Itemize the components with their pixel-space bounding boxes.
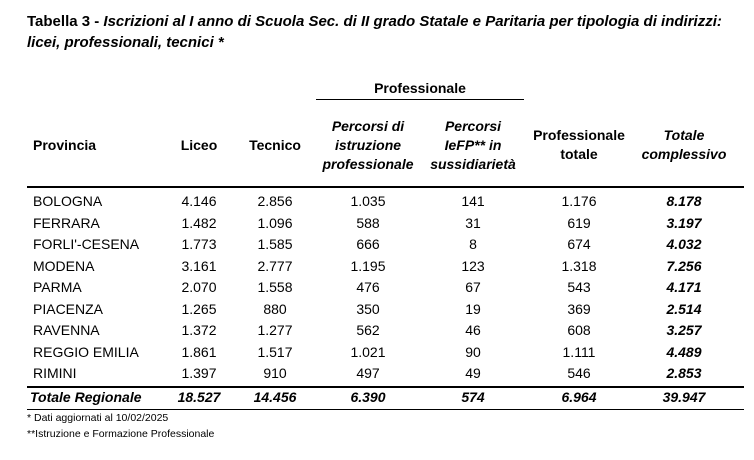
header-percorsi-istruzione-line-1: Percorsi di	[331, 118, 405, 134]
cell-istruzione: 588	[356, 214, 380, 231]
footnote-dati: * Dati aggiornati al 10/02/2025	[27, 412, 169, 424]
cell-iefp: 46	[465, 322, 481, 338]
cell-totale: 7.256	[666, 257, 702, 274]
cell-liceo: 1.773	[181, 236, 217, 252]
table-title	[27, 11, 747, 53]
cell-tecnico: 880	[263, 300, 287, 317]
table-title-label: Tabella 3 -	[27, 13, 104, 30]
cell-prof-totale: 1.176	[561, 193, 597, 209]
cell-istruzione: 497	[356, 365, 380, 381]
total-row	[0, 388, 754, 408]
cell-iefp: 141	[461, 193, 485, 209]
cell-istruzione: 1.195	[350, 257, 386, 274]
cell-prof-totale: 369	[567, 300, 591, 317]
cell-iefp: 90	[465, 343, 481, 360]
header-percorsi-istruzione	[316, 117, 420, 174]
footnote-iefp: **Istruzione e Formazione Professionale	[27, 428, 215, 440]
total-divider-bottom	[27, 409, 744, 410]
cell-prof-totale: 619	[567, 214, 591, 231]
cell-prof-totale: 1.111	[562, 343, 596, 360]
cell-totale: 2.514	[666, 300, 702, 317]
header-provincia: Provincia	[33, 137, 97, 153]
cell-iefp: 8	[469, 236, 477, 252]
cell-liceo: 3.161	[181, 257, 217, 274]
cell-tecnico: 2.777	[257, 257, 293, 274]
total-prof-totale: 6.964	[561, 389, 597, 405]
cell-totale: 2.853	[666, 365, 702, 381]
cell-tecnico: 2.856	[257, 193, 293, 209]
header-divider	[27, 186, 744, 188]
cell-tecnico: 1.585	[257, 236, 293, 252]
cell-iefp: 19	[465, 300, 481, 317]
header-professionale-totale-line-1: Professionale	[533, 127, 625, 143]
header-percorsi-iefp	[422, 117, 524, 174]
total-tecnico: 14.456	[253, 389, 297, 405]
header-percorsi-iefp-line-3: sussidiarietà	[430, 156, 516, 172]
header-percorsi-iefp-line-2: IeFP** in	[444, 137, 502, 153]
total-istruzione: 6.390	[350, 389, 386, 405]
header-percorsi-iefp-line-1: Percorsi	[444, 118, 502, 134]
cell-provincia: PIACENZA	[33, 300, 104, 317]
cell-liceo: 2.070	[181, 279, 217, 295]
total-iefp: 574	[461, 389, 485, 405]
header-professionale-totale-line-2: totale	[560, 146, 598, 162]
cell-provincia: RIMINI	[33, 365, 77, 381]
cell-tecnico: 1.558	[257, 279, 293, 295]
cell-provincia: BOLOGNA	[33, 193, 103, 209]
cell-istruzione: 350	[356, 300, 380, 317]
cell-totale: 4.171	[666, 279, 702, 295]
header-professionale-totale	[526, 126, 632, 164]
cell-provincia: REGGIO EMILIA	[33, 343, 139, 360]
cell-prof-totale: 543	[567, 279, 591, 295]
header-totale-complessivo-line-2: complessivo	[641, 146, 727, 162]
cell-istruzione: 476	[356, 279, 380, 295]
cell-provincia: FERRARA	[33, 214, 100, 231]
table-row	[0, 300, 754, 322]
header-totale-complessivo-line-1: Totale	[663, 127, 705, 143]
total-liceo: 18.527	[177, 389, 221, 405]
cell-liceo: 1.397	[181, 365, 217, 381]
cell-tecnico: 1.517	[257, 343, 293, 360]
cell-iefp: 31	[465, 214, 481, 231]
cell-liceo: 1.482	[181, 214, 217, 231]
cell-prof-totale: 674	[567, 236, 591, 252]
cell-liceo: 1.372	[181, 322, 217, 338]
cell-prof-totale: 608	[567, 322, 591, 338]
header-totale-complessivo	[636, 126, 732, 164]
total-totale: 39.947	[662, 389, 706, 405]
cell-istruzione: 1.021	[350, 343, 386, 360]
table-row	[0, 321, 754, 343]
header-tecnico: Tecnico	[249, 137, 301, 153]
table-row	[0, 257, 754, 279]
cell-provincia: PARMA	[33, 279, 82, 295]
header-percorsi-istruzione-line-3: professionale	[322, 156, 414, 172]
table-row	[0, 192, 754, 214]
table-row	[0, 278, 754, 300]
header-liceo: Liceo	[180, 137, 218, 153]
cell-tecnico: 1.277	[257, 322, 293, 338]
total-provincia: Totale Regionale	[30, 389, 142, 405]
table-row	[0, 235, 754, 257]
header-percorsi-istruzione-line-2: istruzione	[334, 137, 402, 153]
cell-totale: 4.489	[666, 343, 702, 360]
cell-tecnico: 1.096	[257, 214, 293, 231]
table-row	[0, 364, 754, 386]
group-header-professionale: Professionale	[316, 80, 524, 100]
cell-provincia: FORLI'-CESENA	[33, 236, 140, 252]
table-title-text: Iscrizioni al I anno di Scuola Sec. di II grado Statale e Paritaria per tipologia di indirizzi: licei, professionali, tecnici *	[27, 13, 722, 51]
cell-prof-totale: 1.318	[561, 257, 597, 274]
cell-liceo: 4.146	[181, 193, 217, 209]
cell-istruzione: 1.035	[350, 193, 386, 209]
cell-iefp: 49	[465, 365, 481, 381]
cell-iefp: 67	[465, 279, 481, 295]
cell-liceo: 1.265	[181, 300, 217, 317]
cell-istruzione: 562	[356, 322, 380, 338]
cell-totale: 3.257	[666, 322, 702, 338]
table-row	[0, 214, 754, 236]
cell-prof-totale: 546	[567, 365, 591, 381]
cell-istruzione: 666	[356, 236, 380, 252]
table-row	[0, 343, 754, 365]
cell-tecnico: 910	[263, 365, 287, 381]
cell-provincia: RAVENNA	[33, 322, 100, 338]
cell-totale: 4.032	[666, 236, 702, 252]
cell-iefp: 123	[461, 257, 485, 274]
cell-totale: 3.197	[666, 214, 702, 231]
cell-totale: 8.178	[666, 193, 702, 209]
cell-provincia: MODENA	[33, 257, 95, 274]
cell-liceo: 1.861	[181, 343, 217, 360]
